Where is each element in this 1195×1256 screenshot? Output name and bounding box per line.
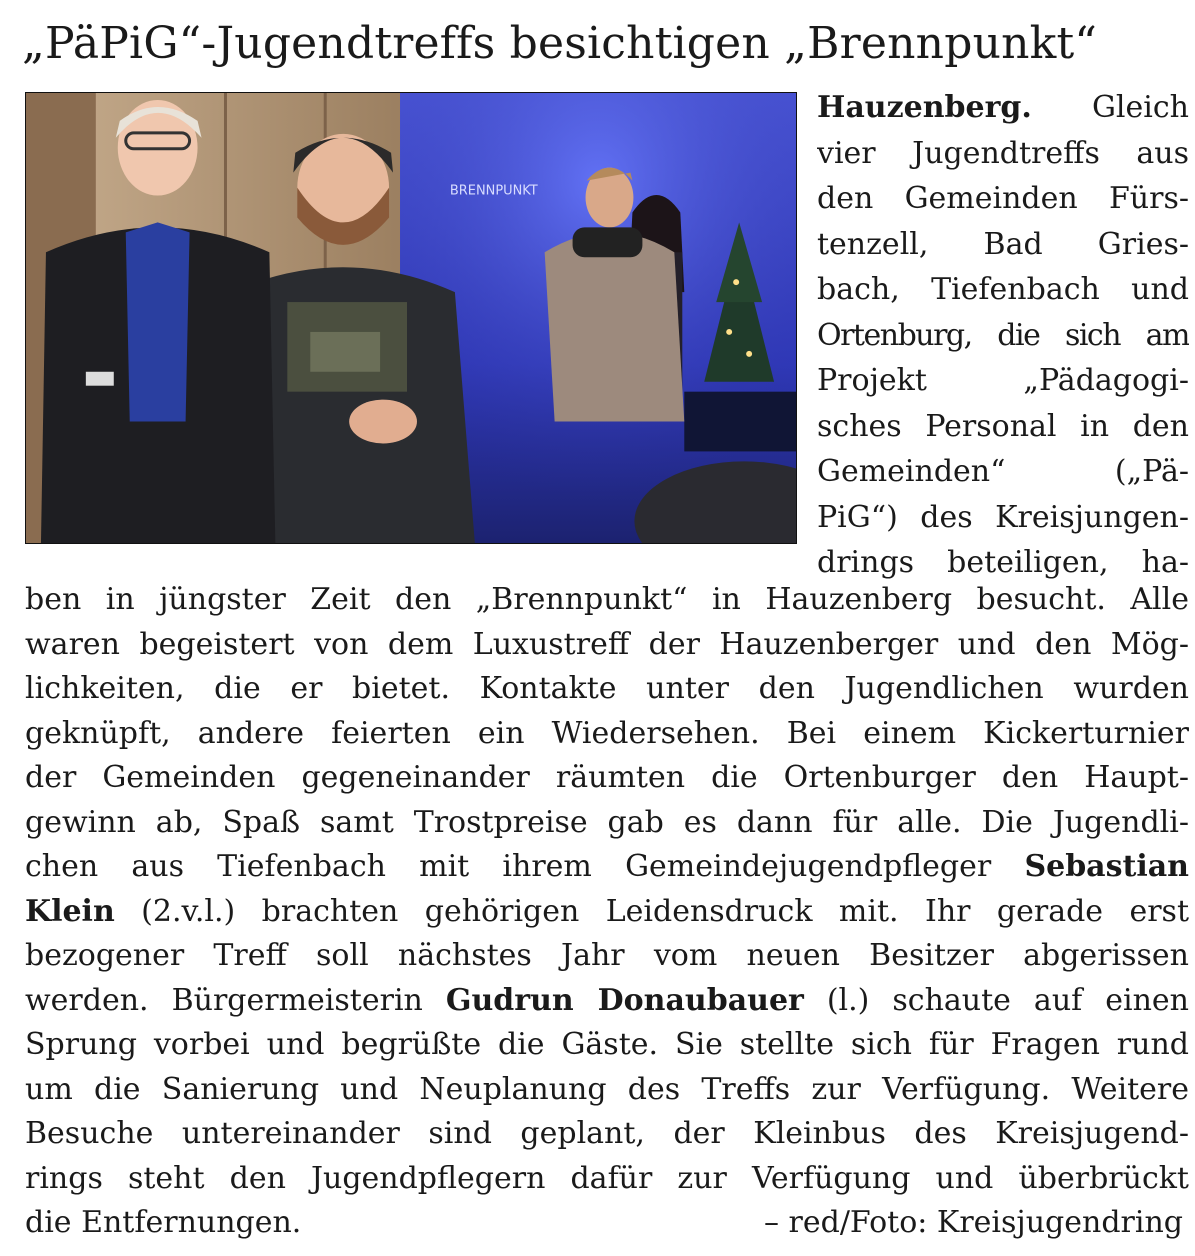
photo-credit: – red/Foto: Kreisjugendring bbox=[763, 1205, 1183, 1240]
body-text-line: lichkeiten, die er bietet. Kontakte unter den Jugendlichen wurden bbox=[25, 671, 1189, 706]
photo-sign-text: BRENNPUNKT bbox=[449, 183, 538, 199]
body-text-line: Klein (2.v.l.) brachten gehörigen Leidensdruck mit. Ihr gerade erst bbox=[25, 893, 1189, 929]
side-text-line: Projekt „Pädagogi- bbox=[817, 363, 1189, 398]
body-text-line: Besuche untereinander sind geplant, der Kleinbus des Kreisjugend- bbox=[25, 1116, 1189, 1151]
side-text-line: PiG“) des Kreisjungen- bbox=[817, 499, 1189, 535]
side-text-line: bach, Tiefenbach und bbox=[817, 272, 1189, 307]
side-text-line: Ortenburg, die sich am bbox=[817, 317, 1189, 353]
article-photo bbox=[25, 92, 797, 544]
body-text-line: waren begeistert von dem Luxustreff der Hauzenberger und den Mög- bbox=[25, 626, 1189, 662]
side-text-line: vier Jugendtreffs aus bbox=[817, 135, 1189, 171]
body-text-line: der Gemeinden gegeneinander räumten die Ortenburger den Haupt- bbox=[25, 760, 1189, 795]
side-text-line: den Gemeinden Fürs- bbox=[817, 181, 1189, 216]
last-line bbox=[25, 1200, 1189, 1245]
body-text-line: Sprung vorbei und begrüßte die Gäste. Sie stellte sich für Fragen rund bbox=[25, 1027, 1189, 1062]
body-text-line: gewinn ab, Spaß samt Trostpreise gab es dann für alle. Die Jugendli- bbox=[25, 804, 1189, 840]
body-text-line: geknüpft, andere feierten ein Wiedersehen. Bei einem Kickerturnier bbox=[25, 715, 1189, 751]
body-text-line: ben in jüngster Zeit den „Brennpunkt“ in Hauzenberg besucht. Alle bbox=[25, 582, 1189, 617]
side-text-line: tenzell, Bad Gries- bbox=[817, 226, 1189, 262]
body-text-line: um die Sanierung und Neuplanung des Treffs zur Verfügung. Weitere bbox=[25, 1071, 1189, 1107]
body-text-line: bezogener Treff soll nächstes Jahr vom neuen Besitzer abgerissen bbox=[25, 938, 1189, 973]
side-text-line: drings beteiligen, ha- bbox=[817, 545, 1189, 580]
side-text-line: Gemeinden“ („Pä- bbox=[817, 454, 1189, 489]
side-text-line: Hauzenberg. Gleich bbox=[817, 90, 1189, 125]
last-line-text: die Entfernungen. bbox=[25, 1205, 302, 1240]
body-text-line: werden. Bürgermeisterin Gudrun Donaubauer (l.) schaute auf einen bbox=[25, 982, 1189, 1018]
body-text-line: rings steht den Jugendpflegern dafür zur Verfügung und überbrückt bbox=[25, 1160, 1189, 1196]
side-text-line: sches Personal in den bbox=[817, 408, 1189, 444]
body-text-line: chen aus Tiefenbach mit ihrem Gemeindejugendpfleger Sebastian bbox=[25, 849, 1189, 884]
headline: „PäPiG“-Jugendtreffs besichtigen „Brennpunkt“ bbox=[22, 18, 1098, 69]
photo-illustration bbox=[26, 93, 796, 543]
